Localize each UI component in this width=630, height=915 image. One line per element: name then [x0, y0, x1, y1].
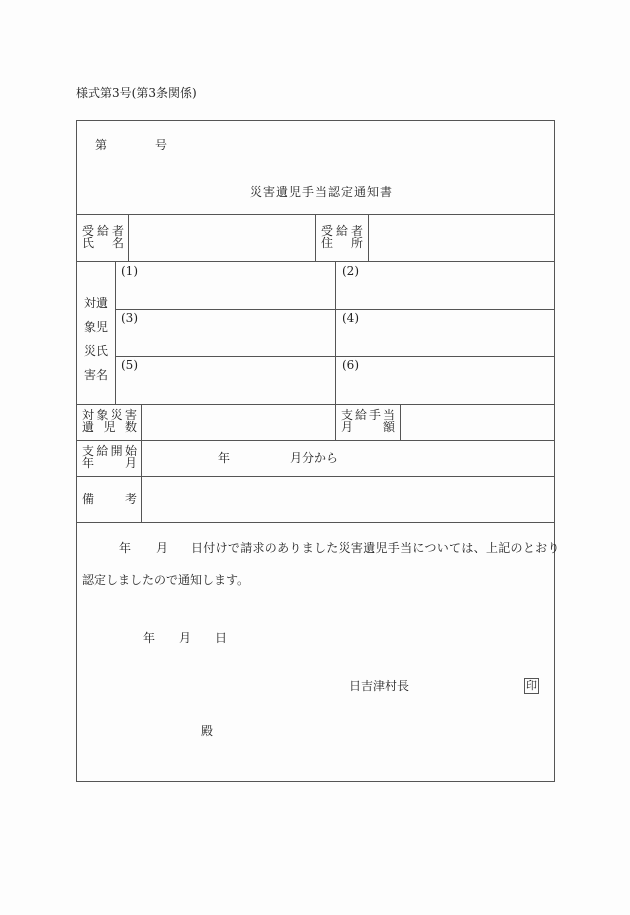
addressee-suffix: 殿 — [201, 724, 214, 738]
divider — [76, 440, 555, 441]
divider — [76, 522, 555, 523]
child-count-field[interactable] — [142, 405, 335, 440]
date-year: 年 — [143, 631, 156, 645]
divider — [335, 261, 336, 440]
divider — [315, 214, 316, 261]
recipient-name-label: 受 給 者 氏 名 — [82, 224, 124, 250]
recipient-address-label: 受 給 者 住 所 — [321, 224, 363, 250]
recipient-name-field[interactable] — [129, 215, 315, 261]
date-day: 日 — [215, 631, 228, 645]
children-names-label: 対遺 象児 災氏 害名 — [84, 296, 109, 382]
child-name-field-3[interactable]: (3) — [121, 311, 138, 325]
date-month: 月 — [179, 631, 192, 645]
recipient-address-field[interactable] — [369, 215, 555, 261]
child-name-field-6[interactable]: (6) — [342, 358, 359, 372]
number-suffix: 号 — [155, 138, 168, 152]
notice-text-line1: 日付けで請求のありました災害遺児手当については、上記のとおり — [191, 541, 560, 555]
notice-text-line2: 認定しましたので通知します。 — [82, 573, 250, 587]
notice-year: 年 — [119, 541, 132, 555]
child-name-field-1[interactable]: (1) — [121, 264, 138, 278]
divider — [115, 261, 116, 404]
number-prefix: 第 — [95, 138, 108, 152]
divider — [76, 261, 555, 262]
start-year-label: 年 — [218, 451, 231, 465]
child-name-field-2[interactable]: (2) — [342, 264, 359, 278]
notice-month: 月 — [156, 541, 169, 555]
start-month-label: 月分から — [290, 451, 339, 465]
child-name-field-5[interactable]: (5) — [121, 358, 138, 372]
child-name-field-4[interactable]: (4) — [342, 311, 359, 325]
remarks-label-right: 考 — [125, 492, 138, 506]
child-count-label: 対 象 災 害 遺 児 数 — [82, 408, 137, 434]
seal-icon: 印 — [526, 679, 537, 692]
issuer-name: 日吉津村長 — [349, 679, 410, 693]
form-id: 様式第3号(第3条関係) — [76, 86, 197, 100]
payment-start-label: 支 給 開 始 年 月 — [82, 444, 137, 470]
remarks-label-left: 備 — [82, 492, 95, 506]
monthly-allowance-label: 支 給 手 当 月 額 — [341, 408, 395, 434]
remarks-field[interactable] — [142, 477, 555, 522]
document-title: 災害遺児手当認定通知書 — [250, 185, 394, 199]
monthly-allowance-field[interactable] — [401, 405, 555, 440]
